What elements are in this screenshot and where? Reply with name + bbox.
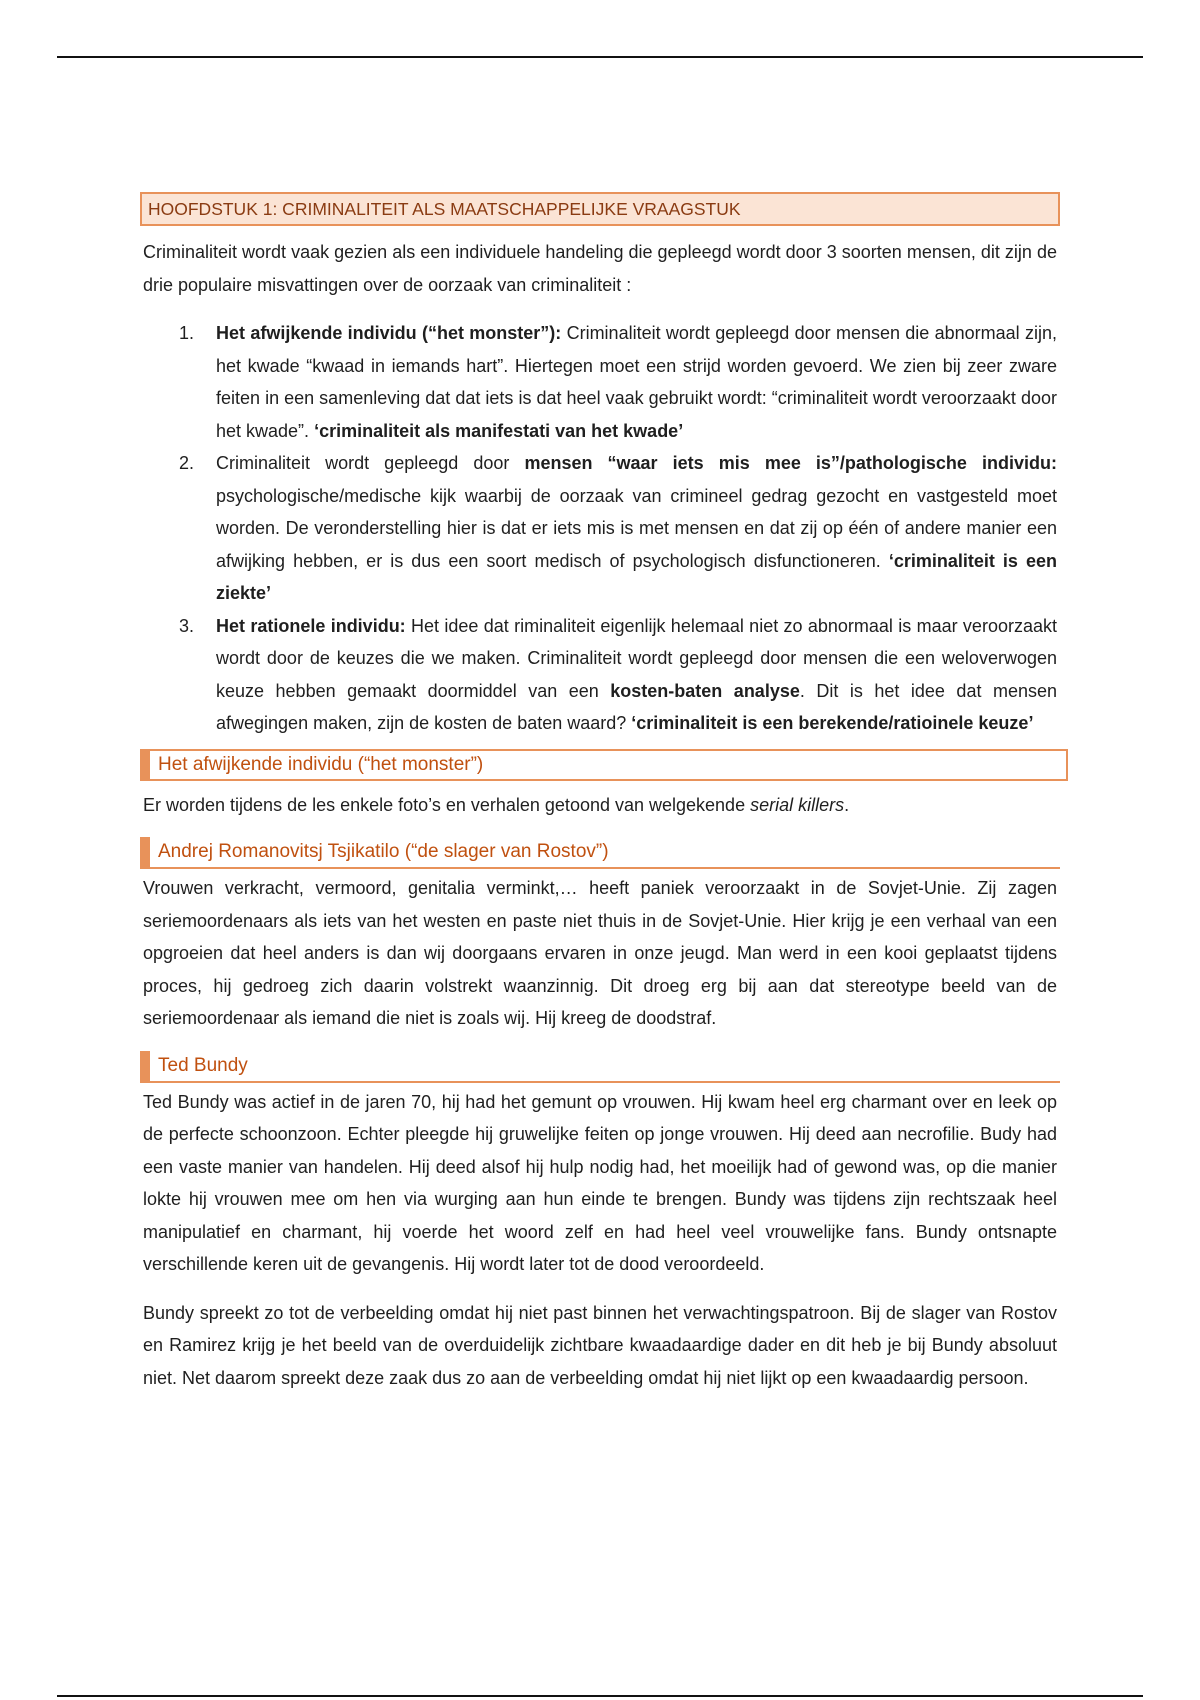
- intro-paragraph: Criminaliteit wordt vaak gezien als een individuele handeling die gepleegd wordt door 3 soorten mensen, dit zijn de drie populaire misvattingen over de oorzaak van criminaliteit :: [143, 242, 1057, 295]
- list-item-emphasis: ‘criminaliteit is een berekende/ratioinele keuze’: [631, 713, 1034, 733]
- footer-rule: [57, 1695, 1143, 1697]
- subheading-bundy: Ted Bundy: [140, 1051, 1060, 1083]
- list-item-text: Criminaliteit wordt gepleegd door mensen die abnormaal zijn, het kwade “kwaad in iemands hart”. Hiertegen moet een strijd worden gevoerd. We zien bij zeer zware feiten in een samenleving dat dat iets is dat heel vaak gebruikt wordt: “criminaliteit wordt veroorzaakt door het kwade”.: [216, 323, 1057, 441]
- list-number: 2.: [179, 453, 195, 473]
- bundy-paragraph-1: Ted Bundy was actief in de jaren 70, hij had het gemunt op vrouwen. Hij kwam heel erg charmant over en leek op de perfecte schoonzoon. Echter pleegde hij gruwelijke feiten op jonge vrouwen. Hij deed aan necrofilie. Budy had een vaste manier van handelen. Hij deed alsof hij hulp nodig had, het moeilijk had of gewond was, op die manier lokte hij vrouwen mee om hen via wurging aan hun einde te brengen. Bundy was tijdens zijn rechtszaak heel manipulatief en charmant, hij voerde het woord zelf en had heel veel vrouwelijke fans. Bundy ontsnapte verschillende keren uit de gevangenis. Hij wordt later tot de dood veroordeeld.: [143, 1091, 1057, 1274]
- list-item: [143, 447, 1057, 610]
- misconceptions-list: [143, 317, 1057, 740]
- list-number: 3.: [179, 615, 195, 636]
- monster-italic: serial killers: [750, 794, 845, 815]
- list-item-text: Het idee dat riminaliteit eigenlijk helemaal niet zo abnormaal is maar veroorzaakt wordt door de keuzes die we maken. Criminaliteit wordt gepleegd door mensen die een weloverwogen keuze hebben gemaakt doormiddel van een: [216, 615, 1057, 701]
- list-item-emphasis: ‘criminaliteit als manifestati van het kwade’: [314, 420, 684, 441]
- bundy-paragraph-2: Bundy spreekt zo tot de verbeelding omdat hij niet past binnen het verwachtingspatroon. Bij de slager van Rostov en Ramirez krijg je het beeld van de overduidelijk zichtbare kwaadaardige dader en dit heb je bij Bundy absoluut niet. Net daarom spreekt deze zaak dus zo aan de verbeelding omdat hij niet lijkt op een kwaadaardig persoon.: [143, 1302, 1057, 1388]
- list-item: [143, 610, 1057, 740]
- monster-end: .: [844, 794, 850, 815]
- section-heading-monster: Het afwijkende individu (“het monster”): [140, 749, 1068, 781]
- list-item-mid-bold: kosten-baten analyse: [610, 680, 800, 701]
- list-item-lead: mensen “waar iets mis mee is”/pathologische individu:: [524, 453, 1057, 473]
- list-item-text-2: . Dit is het idee dat mensen afwegingen maken, zijn de kosten de baten waard?: [216, 680, 1057, 733]
- monster-text: Er worden tijdens de les enkele foto’s en verhalen getoond van welgekende: [143, 794, 751, 815]
- document-body: [143, 192, 1057, 1394]
- rostov-paragraph: Vrouwen verkracht, vermoord, genitalia verminkt,… heeft paniek veroorzaakt in de Sovjet-Unie. Zij zagen seriemoordenaars als iets van het westen en paste niet thuis in de Sovjet-Unie. Hier krijg je een verhaal van een opgroeien dat heel anders is dan wij doorgaans ervaren in onze jeugd. Man werd in een kooi geplaatst tijdens proces, hij gedroeg zich daarin volstrekt waanzinnig. Dit droeg erg bij aan dat stereotype beeld van de seriemoordenaar als iemand die niet is zoals wij. Hij kreeg de doodstraf.: [143, 878, 1057, 1028]
- subheading-rostov: Andrej Romanovitsj Tsjikatilo (“de slager van Rostov”): [140, 837, 1060, 869]
- list-item-lead: Het rationele individu:: [216, 615, 406, 636]
- list-item-lead: Het afwijkende individu (“het monster”):: [216, 323, 562, 343]
- list-item-pre: Criminaliteit wordt gepleegd door: [216, 453, 525, 473]
- monster-paragraph: [143, 789, 1057, 822]
- chapter-title: HOOFDSTUK 1: CRIMINALITEIT ALS MAATSCHAPPELIJKE VRAAGSTUK: [140, 192, 1060, 226]
- list-item-text: psychologische/medische kijk waarbij de oorzaak van crimineel gedrag gezocht en vastgesteld moet worden. De veronderstelling hier is dat er iets mis is met mensen en dat zij op één of andere manier een afwijking hebben, er is dus een soort medisch of psychologisch disfunctioneren.: [216, 485, 1057, 571]
- header-rule: [57, 56, 1143, 58]
- list-number: 1.: [179, 323, 195, 343]
- list-item-emphasis: ‘criminaliteit is een ziekte’: [216, 550, 1057, 603]
- list-item: [143, 317, 1057, 447]
